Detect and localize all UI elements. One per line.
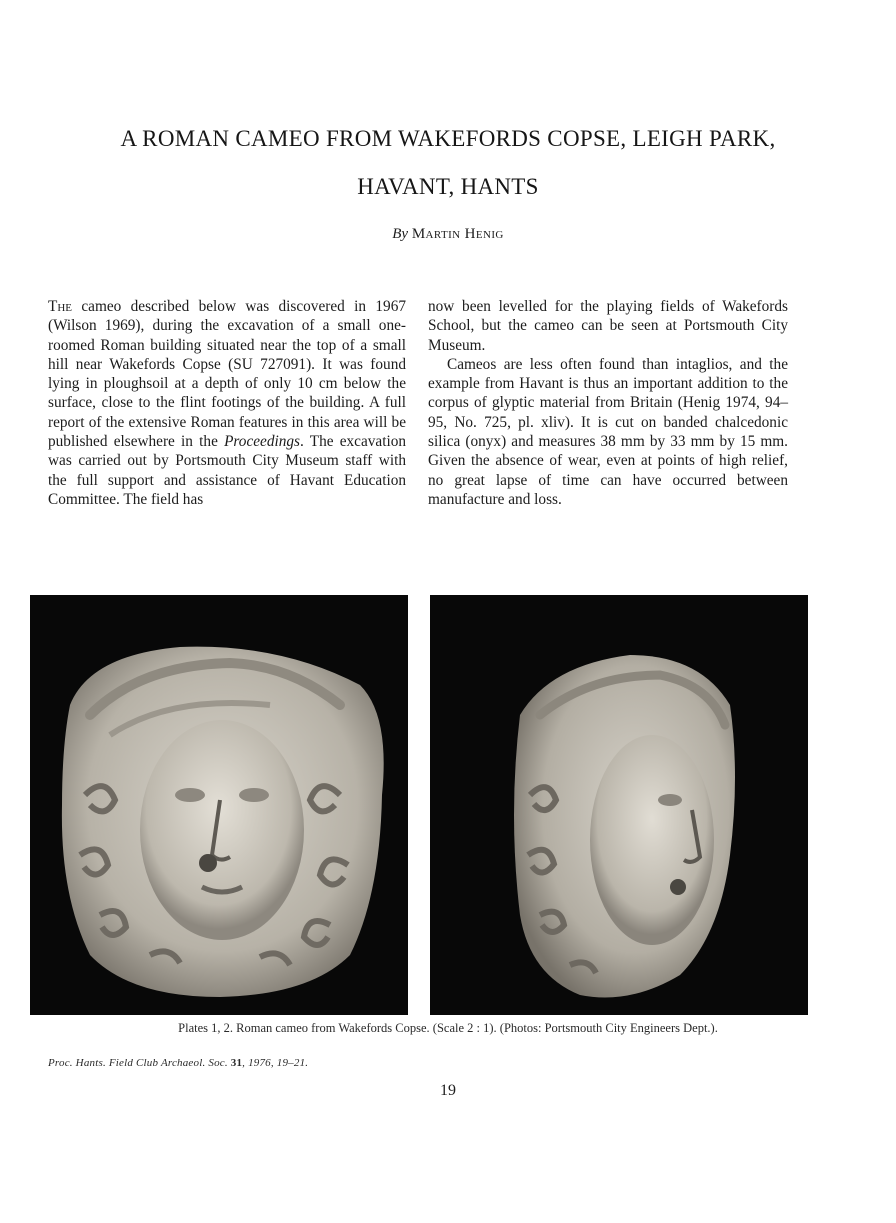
body-paragraph-1-text-a: cameo described below was discovered in 1967 (Wilson 1969), during the excavation of a small one-roomed Roman building situated near the top of a small hill near Wakefords Copse (SU 727091). It was found lying in ploughsoil at a depth of only 10 cm below the surface, close to the flint footings of the building. A full report of the extensive Roman features in this area will be published elsewhere in the — [48, 298, 406, 451]
citation-journal: Proc. Hants. Field Club Archaeol. Soc. — [48, 1057, 231, 1069]
body-paragraph-1-continued: now been levelled for the playing fields of Wakefords School, but the cameo can be seen at Portsmouth City Museum. — [428, 298, 788, 354]
citation-rest: , 1976, 19–21. — [242, 1057, 309, 1069]
byline-prefix: By — [392, 226, 409, 242]
body-column-left — [48, 297, 406, 509]
plate-2-photo — [430, 595, 808, 1015]
body-paragraph-2: Cameos are less often found than intaglios, and the example from Havant is thus an important addition to the corpus of glyptic material from Britain (Henig 1974, 94–95, No. 725, pl. xliv). It is cut on banded chalcedonic silica (onyx) and measures 38 mm by 33 mm by 15 mm. Given the absence of wear, even at points of high relief, no great lapse of time can have occurred between manufacture and loss. — [428, 355, 788, 508]
cameo-front-image — [30, 595, 408, 1015]
body-paragraph-1 — [48, 297, 406, 509]
journal-citation — [48, 1057, 308, 1069]
article-title-line-1: A ROMAN CAMEO FROM WAKEFORDS COPSE, LEIGH PARK, — [120, 126, 776, 151]
author-name: Martin Henig — [411, 226, 504, 242]
body-paragraph-1-text-b: . The excavation was carried out by Portsmouth City Museum staff with the full support and assistance of Havant Education Committee. The field has — [48, 433, 406, 508]
body-column-right — [428, 297, 788, 509]
byline — [0, 226, 896, 243]
lead-word: The — [48, 298, 73, 315]
page-number: 19 — [440, 1082, 456, 1099]
plates-caption: Plates 1, 2. Roman cameo from Wakefords Copse. (Scale 2 : 1). (Photos: Portsmouth City Engineers Dept.). — [178, 1021, 718, 1035]
citation-volume: 31 — [230, 1057, 243, 1069]
journal-reference-italic: Proceedings — [224, 433, 300, 451]
cameo-profile-image — [430, 595, 808, 1015]
plate-1-photo — [30, 595, 408, 1015]
article-title-line-2: HAVANT, HANTS — [357, 174, 539, 199]
